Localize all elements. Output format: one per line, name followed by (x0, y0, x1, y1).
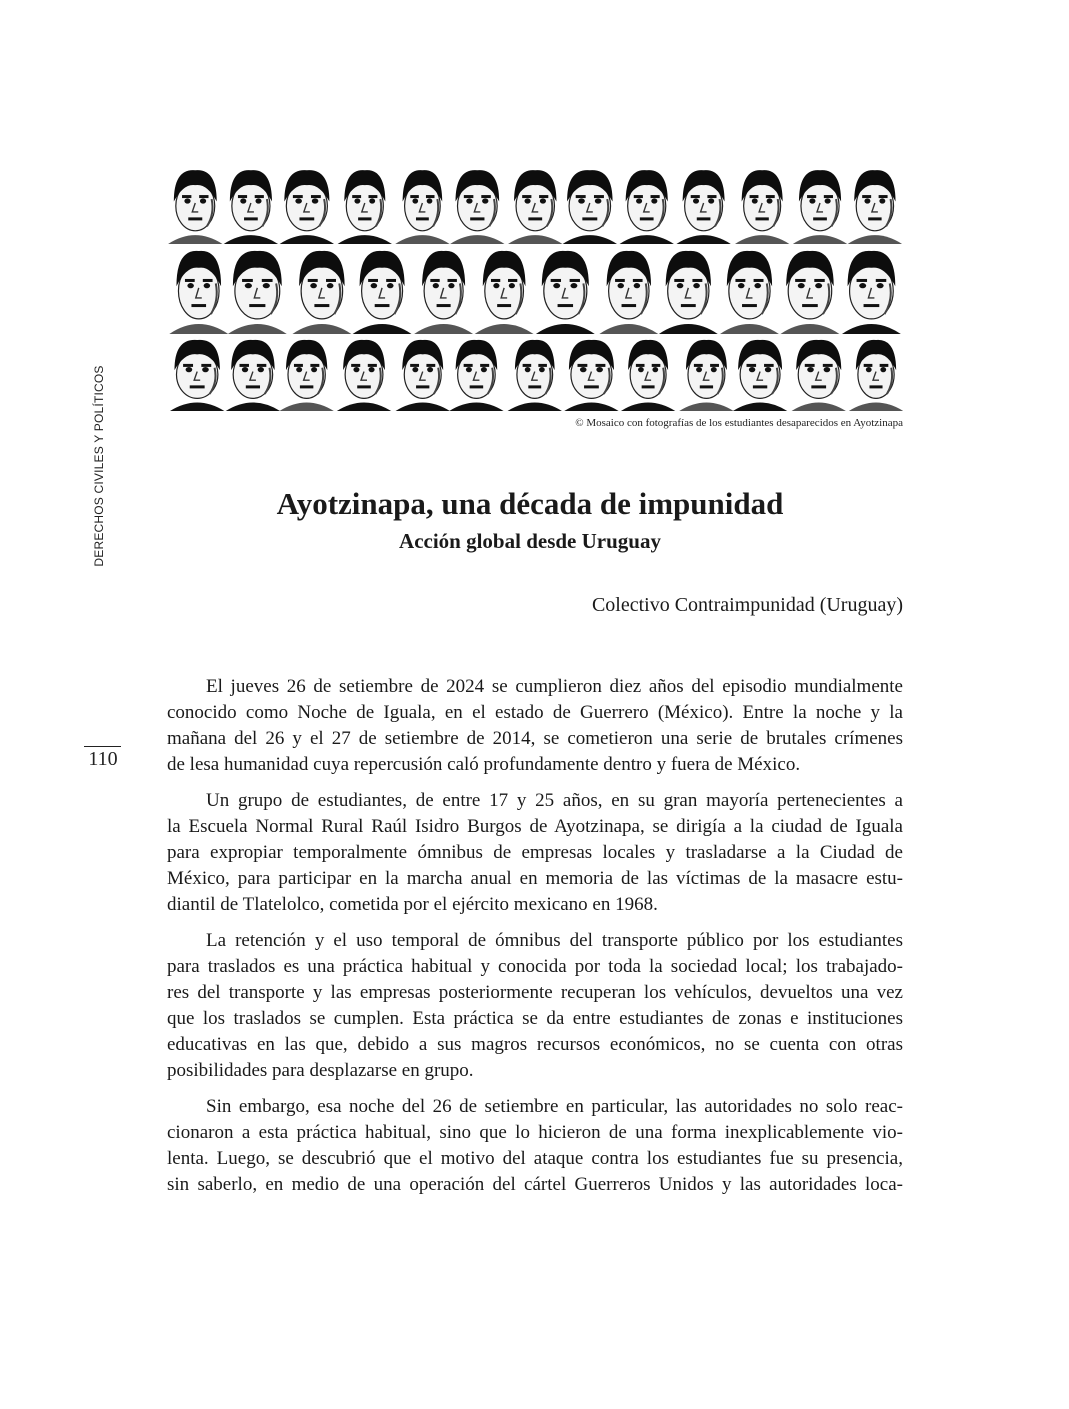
student-portrait (621, 340, 675, 411)
paragraph-3 (167, 928, 903, 1084)
student-portrait (226, 340, 280, 411)
page-number-rule (84, 746, 121, 747)
student-portrait (848, 170, 902, 244)
student-portrait (842, 251, 901, 334)
student-portrait (620, 170, 674, 244)
student-portrait (720, 251, 779, 334)
figure-caption: © Mosaico con fotografías de los estudiantes desaparecidos en Ayotzinapa (575, 417, 903, 429)
article-subtitle: Acción global desde Uruguay (399, 529, 661, 553)
student-portrait (228, 251, 287, 334)
text-line: La retención y el uso temporal de ómnibus del transporte público por los estudiantes (206, 930, 903, 951)
page-number: 110 (88, 748, 118, 770)
photo-mosaic-image (167, 164, 903, 411)
text-line: diantil de Tlatelolco, cometida por el ejército mexicano en 1968. (167, 894, 658, 915)
text-line: sin saberlo, en medio de una operación del cártel Guerreros Unidos y las autoridades loca- (167, 1174, 903, 1195)
text-line: Un grupo de estudiantes, de entre 17 y 25 años, en su gran mayoría pertenecientes a (206, 790, 903, 811)
student-portrait (353, 251, 412, 334)
student-portrait (279, 340, 333, 411)
student-portrait (280, 170, 334, 244)
paragraph-1 (167, 674, 903, 778)
student-portrait (735, 170, 789, 244)
student-portrait (599, 251, 658, 334)
article-title: Ayotzinapa, una década de impunidad (276, 486, 784, 521)
student-portrait (449, 340, 503, 411)
text-line: cionaron a esta práctica habitual, sino que lo hicieron de una forma inexplicablemente vio- (167, 1122, 903, 1143)
student-portrait (563, 170, 617, 244)
student-portrait (849, 340, 903, 411)
article-author: Colectivo Contraimpunidad (Uruguay) (591, 594, 903, 616)
student-portrait (337, 340, 391, 411)
text-line: para expropiar temporalmente ómnibus de empresas locales y trasladarse a la Ciudad de (167, 842, 903, 863)
text-line: que los traslados se cumplen. Esta práctica se da entre estudiantes de zonas e instituciones (167, 1008, 903, 1029)
text-line: mañana del 26 y el 27 de setiembre de 2014, se cometieron una serie de brutales crímenes (167, 728, 903, 749)
text-line: México, para participar en la marcha anual en memoria de las víctimas de la masacre estu- (167, 868, 903, 889)
photo-mosaic-faces-graphic (167, 164, 903, 411)
student-portrait (536, 251, 595, 334)
student-portrait (338, 170, 392, 244)
student-portrait (395, 170, 449, 244)
student-portrait (224, 170, 278, 244)
text-line: res del transporte y las empresas posteriormente recuperan los vehículos, devueltos una vez (167, 982, 903, 1003)
student-portrait (792, 340, 846, 411)
text-line: posibilidades para desplazarse en grupo. (167, 1060, 474, 1081)
student-portrait (475, 251, 534, 334)
student-portrait (781, 251, 840, 334)
student-portrait (733, 340, 787, 411)
side-running-header: DERECHOS CIVILES Y POLÍTICOS (92, 365, 106, 567)
student-portrait (170, 340, 224, 411)
student-portrait (679, 340, 733, 411)
student-portrait (396, 340, 450, 411)
text-line: para traslados es una práctica habitual y conocida por toda la sociedad local; los trabajado- (167, 956, 903, 977)
text-line: conocido como Noche de Iguala, en el estado de Guerrero (México). Entre la noche y la (167, 702, 903, 723)
student-portrait (676, 170, 730, 244)
text-line: educativas en las que, debido a sus magros recursos económicos, no se cuenta con otras (167, 1034, 903, 1055)
paragraph-4 (167, 1094, 903, 1198)
article-body (167, 674, 903, 1208)
text-line: El jueves 26 de setiembre de 2024 se cumplieron diez años del episodio mundialmente (206, 676, 903, 697)
paragraph-2 (167, 788, 903, 918)
student-portrait (508, 340, 562, 411)
text-line: lenta. Luego, se descubrió que el motivo del ataque contra los estudiantes fue su presencia, (167, 1148, 903, 1169)
text-line: de lesa humanidad cuya repercusión caló profundamente dentro y fuera de México. (167, 754, 801, 775)
text-line: la Escuela Normal Rural Raúl Isidro Burgos de Ayotzinapa, se dirigía a la ciudad de Iguala (167, 816, 903, 837)
student-portrait (564, 340, 618, 411)
student-portrait (450, 170, 504, 244)
student-portrait (508, 170, 562, 244)
student-portrait (169, 251, 228, 334)
student-portrait (793, 170, 847, 244)
student-portrait (659, 251, 718, 334)
student-portrait (168, 170, 222, 244)
student-portrait (414, 251, 473, 334)
student-portrait (292, 251, 351, 334)
text-line: Sin embargo, esa noche del 26 de setiembre en particular, las autoridades no solo reac- (206, 1096, 903, 1117)
